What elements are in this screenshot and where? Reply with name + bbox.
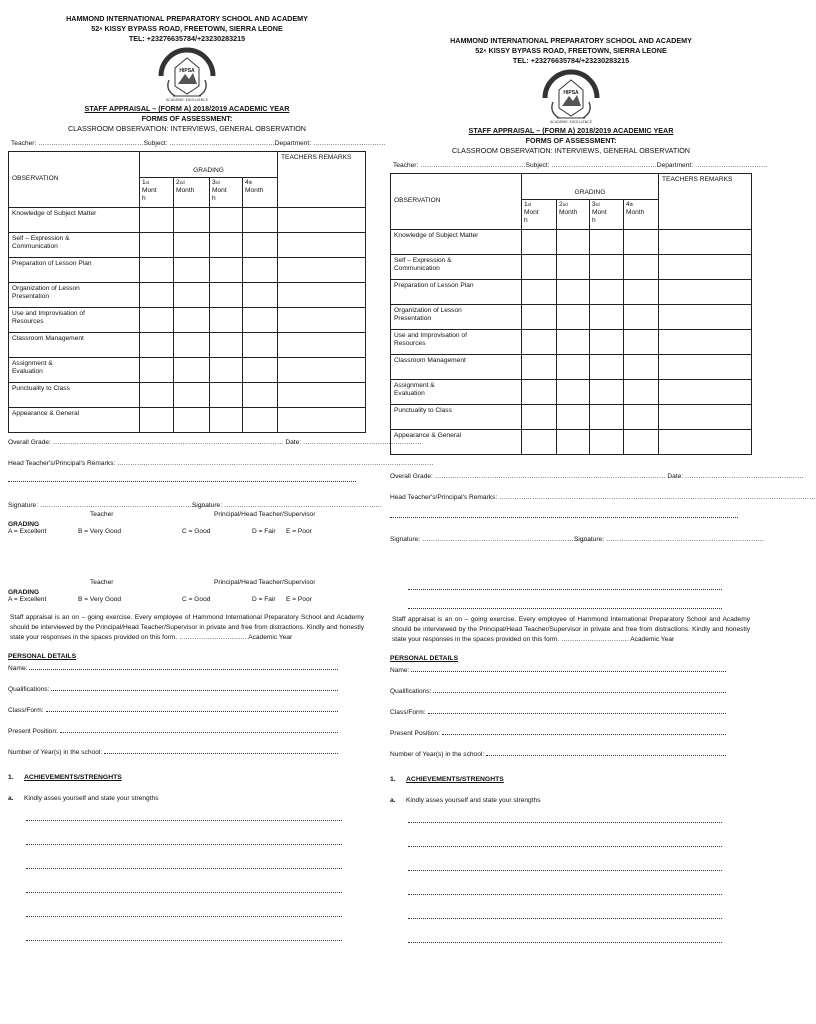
grade-cell-month-1[interactable] xyxy=(140,258,174,283)
grade-cell-month-2[interactable] xyxy=(557,405,590,430)
grade-cell-month-4[interactable] xyxy=(243,333,278,358)
school-tel: TEL: +23276635784/+23230283215 xyxy=(512,56,630,65)
grade-cell-month-4[interactable] xyxy=(624,430,659,455)
observation-header: OBSERVATION xyxy=(391,174,522,230)
dotted-answer-line[interactable] xyxy=(486,755,726,756)
grade-cell-month-1[interactable] xyxy=(140,233,174,258)
grade-cell-month-2[interactable] xyxy=(174,258,210,283)
answer-line[interactable] xyxy=(26,940,342,941)
grade-cell-month-3[interactable] xyxy=(210,408,243,433)
strengths-prompt: a. Kindly asses yourself and state your strengths xyxy=(8,795,159,802)
dotted-answer-line[interactable] xyxy=(104,753,338,754)
svg-text:ACADEMIC EXCELLENCE: ACADEMIC EXCELLENCE xyxy=(165,98,209,102)
answer-line[interactable] xyxy=(26,844,342,845)
teachers-remarks-header: TEACHERS REMARKS xyxy=(659,174,752,230)
personal-detail-field[interactable]: Present Position: xyxy=(8,714,338,735)
grading-legend-repeat: GRADING A = Excellent B = Very Good C = Good D = Fair E = Poor xyxy=(8,589,312,603)
signature-label-teacher: Teacher xyxy=(90,579,114,586)
intro-paragraph: Staff appraisal is an on – going exercise. Every employee of Hammond International Preparatory School and Academy should be interviewed by the Principal/Head Teacher/Supervisor in private and free from distractions. Kindly and honestly state your responses in the spaces provided on this form. …………………………. Academic Year xyxy=(392,616,750,643)
grade-cell-month-1[interactable] xyxy=(140,308,174,333)
grading-legend-heading: GRADING xyxy=(8,521,40,528)
grade-cell-month-3[interactable] xyxy=(590,305,624,330)
svg-text:ACADEMIC EXCELLENCE: ACADEMIC EXCELLENCE xyxy=(549,120,593,124)
grade-cell-month-3[interactable] xyxy=(590,405,624,430)
overall-grade-line[interactable]: Overall Grade: …………………………………………………………………………………………… Date: ……………………………………………… xyxy=(8,439,422,446)
teachers-remarks-cell[interactable] xyxy=(659,355,752,380)
teachers-remarks-cell[interactable] xyxy=(659,430,752,455)
answer-line[interactable] xyxy=(26,892,342,893)
grade-cell-month-2[interactable] xyxy=(174,208,210,233)
svg-text:HIPSA: HIPSA xyxy=(179,68,195,74)
grading-header: GRADING xyxy=(140,152,278,178)
grade-cell-month-1[interactable] xyxy=(522,305,557,330)
month-header-3: 3rd Mont h xyxy=(210,178,243,208)
grade-cell-month-3[interactable] xyxy=(590,355,624,380)
personal-detail-field[interactable]: Name: xyxy=(8,660,338,672)
grade-cell-month-1[interactable] xyxy=(140,358,174,383)
observation-row xyxy=(391,230,752,255)
signature-labels xyxy=(8,511,366,518)
grade-cell-month-3[interactable] xyxy=(590,430,624,455)
grade-cell-month-1[interactable] xyxy=(522,230,557,255)
svg-text:HIPSA: HIPSA xyxy=(563,90,579,96)
answer-line[interactable] xyxy=(408,918,722,919)
school-crest-logo xyxy=(539,68,603,124)
observation-label: Assignment & Evaluation xyxy=(9,358,140,383)
form-title: STAFF APPRAISAL – (FORM A) 2018/2019 ACADEMIC YEAR xyxy=(468,126,674,135)
answer-line[interactable] xyxy=(26,868,342,869)
answer-line[interactable] xyxy=(408,822,722,823)
achievements-heading: 1. ACHIEVEMENTS/STRENGHTS xyxy=(8,774,122,781)
grade-cell-month-2[interactable] xyxy=(557,230,590,255)
teacher-subject-department-line[interactable]: Teacher: …………………………………………Subject: …………………………………………Department: …………………………… xyxy=(11,140,386,147)
teacher-signature[interactable]: Signature: …………………………………………………………………… xyxy=(8,502,212,509)
personal-detail-field[interactable]: Name: xyxy=(390,662,726,674)
grade-cell-month-1[interactable] xyxy=(522,355,557,380)
grade-cell-month-3[interactable] xyxy=(590,230,624,255)
grade-cell-month-2[interactable] xyxy=(174,233,210,258)
teachers-remarks-header: TEACHERS REMARKS xyxy=(278,152,366,208)
signature-labels-repeat xyxy=(8,579,366,586)
teachers-remarks-cell[interactable] xyxy=(659,305,752,330)
teachers-remarks-cell[interactable] xyxy=(659,280,752,305)
school-address: $52^A$ KISSY BYPASS ROAD, FREETOWN, SIERRA LEONE xyxy=(91,24,283,33)
remarks-dotted-line[interactable] xyxy=(8,481,356,482)
teachers-remarks-cell[interactable] xyxy=(278,383,366,408)
observation-label: Organization of Lesson Presentation xyxy=(391,305,522,330)
grade-cell-month-2[interactable] xyxy=(174,308,210,333)
appraisal-page-right xyxy=(390,36,816,943)
form-subtitle-2: CLASSROOM OBSERVATION: INTERVIEWS, GENERAL OBSERVATION xyxy=(451,146,691,155)
dotted-answer-line[interactable] xyxy=(428,713,726,714)
grade-cell-month-4[interactable] xyxy=(624,330,659,355)
blank-dotted-line[interactable] xyxy=(408,608,722,609)
observation-row xyxy=(9,258,366,283)
grade-cell-month-3[interactable] xyxy=(590,330,624,355)
grade-cell-month-3[interactable] xyxy=(210,233,243,258)
observation-row xyxy=(391,305,752,330)
grade-cell-month-1[interactable] xyxy=(522,330,557,355)
grade-cell-month-4[interactable] xyxy=(243,383,278,408)
blank-dotted-line[interactable] xyxy=(408,589,722,590)
appraisal-page-left xyxy=(8,14,434,941)
intro-paragraph: Staff appraisal is an on – going exercise. Every employee of Hammond International Preparatory School and Academy should be interviewed by the Principal/Head Teacher/Supervisor in private and free from distractions. Kindly and honestly state your responses in the spaces provided on this form. …………………………. Academic Year xyxy=(10,614,364,641)
observation-label: Preparation of Lesson Plan xyxy=(9,258,140,283)
month-header-1: 1st Mont h xyxy=(140,178,174,208)
grade-cell-month-3[interactable] xyxy=(210,333,243,358)
observation-row xyxy=(9,333,366,358)
teachers-remarks-cell[interactable] xyxy=(278,333,366,358)
answer-line[interactable] xyxy=(408,870,722,871)
form-subtitle-2: CLASSROOM OBSERVATION: INTERVIEWS, GENERAL OBSERVATION xyxy=(67,124,307,133)
school-header xyxy=(390,36,752,66)
teachers-remarks-cell[interactable] xyxy=(278,258,366,283)
grade-cell-month-4[interactable] xyxy=(624,380,659,405)
achievements-heading: 1. ACHIEVEMENTS/STRENGHTS xyxy=(390,776,504,783)
observation-label: Organization of Lesson Presentation xyxy=(9,283,140,308)
teachers-remarks-cell[interactable] xyxy=(278,233,366,258)
grade-cell-month-2[interactable] xyxy=(174,283,210,308)
observation-label: Classroom Management xyxy=(9,333,140,358)
school-header xyxy=(8,14,366,44)
observation-rows xyxy=(9,208,366,433)
observation-row xyxy=(9,233,366,258)
observation-row xyxy=(9,408,366,433)
observation-row xyxy=(9,308,366,333)
school-name: HAMMOND INTERNATIONAL PREPARATORY SCHOOL AND ACADEMY xyxy=(66,14,308,23)
grade-cell-month-3[interactable] xyxy=(210,358,243,383)
form-titles xyxy=(8,104,366,134)
grade-cell-month-3[interactable] xyxy=(210,258,243,283)
observation-row xyxy=(9,283,366,308)
grade-cell-month-4[interactable] xyxy=(624,355,659,380)
observation-label: Use and Improvisation of Resources xyxy=(9,308,140,333)
grade-cell-month-3[interactable] xyxy=(210,208,243,233)
grade-cell-month-2[interactable] xyxy=(557,330,590,355)
grade-cell-month-2[interactable] xyxy=(557,355,590,380)
grade-cell-month-2[interactable] xyxy=(557,280,590,305)
personal-detail-field[interactable]: Class/Form: xyxy=(8,693,338,714)
observation-label: Appearance & General xyxy=(391,430,522,455)
grading-legend xyxy=(8,521,366,535)
dotted-answer-line[interactable] xyxy=(46,711,338,712)
observation-row xyxy=(391,255,752,280)
grade-cell-month-1[interactable] xyxy=(140,208,174,233)
grading-header: GRADING xyxy=(522,174,659,200)
teachers-remarks-cell[interactable] xyxy=(278,308,366,333)
principal-signature[interactable]: Signature: ……………………………………………………………… xyxy=(192,502,383,509)
grade-cell-month-1[interactable] xyxy=(140,408,174,433)
grade-cell-month-4[interactable] xyxy=(243,408,278,433)
month-header-4: 4th Month xyxy=(243,178,278,208)
grade-cell-month-3[interactable] xyxy=(210,383,243,408)
grade-cell-month-2[interactable] xyxy=(557,255,590,280)
personal-details-heading: PERSONAL DETAILS xyxy=(8,653,77,660)
observation-table xyxy=(390,173,752,455)
school-crest-logo xyxy=(155,46,219,102)
grade-cell-month-4[interactable] xyxy=(243,208,278,233)
signature-row xyxy=(8,502,383,509)
answer-line[interactable] xyxy=(26,820,342,821)
month-header-1: 1st Mont h xyxy=(522,200,557,230)
grade-cell-month-4[interactable] xyxy=(243,308,278,333)
teachers-remarks-cell[interactable] xyxy=(659,380,752,405)
observation-row xyxy=(391,380,752,405)
observation-label: Classroom Management xyxy=(391,355,522,380)
grade-cell-month-4[interactable] xyxy=(624,305,659,330)
grade-cell-month-3[interactable] xyxy=(590,255,624,280)
grade-cell-month-4[interactable] xyxy=(624,230,659,255)
head-remarks-line[interactable]: Head Teacher's/Principal's Remarks: ……………………………………………………………………………………………………………………………… xyxy=(8,460,434,467)
strengths-answer-lines xyxy=(390,822,752,943)
dotted-answer-line[interactable] xyxy=(411,671,726,672)
observation-row xyxy=(9,208,366,233)
grade-cell-month-2[interactable] xyxy=(174,408,210,433)
dotted-answer-line[interactable] xyxy=(433,692,726,693)
teachers-remarks-cell[interactable] xyxy=(659,230,752,255)
teachers-remarks-cell[interactable] xyxy=(278,408,366,433)
grade-cell-month-4[interactable] xyxy=(243,283,278,308)
observation-label: Punctuality to Class xyxy=(9,383,140,408)
signature-label-teacher: Teacher xyxy=(90,511,114,518)
personal-details-heading: PERSONAL DETAILS xyxy=(390,655,459,662)
grade-cell-month-1[interactable] xyxy=(522,430,557,455)
grade-cell-month-3[interactable] xyxy=(590,280,624,305)
form-titles xyxy=(390,126,752,156)
teachers-remarks-cell[interactable] xyxy=(278,358,366,383)
signature-label-principal: Principal/Head Teacher/Supervisor xyxy=(214,579,316,586)
teachers-remarks-cell[interactable] xyxy=(659,255,752,280)
grade-cell-month-3[interactable] xyxy=(210,308,243,333)
personal-detail-field[interactable]: Number of Year(s) in the school: xyxy=(390,737,726,758)
grade-cell-month-2[interactable] xyxy=(557,305,590,330)
teachers-remarks-cell[interactable] xyxy=(278,208,366,233)
observation-row xyxy=(391,330,752,355)
dotted-answer-line[interactable] xyxy=(442,734,726,735)
remarks-dotted-line[interactable] xyxy=(390,517,738,518)
answer-line[interactable] xyxy=(408,942,722,943)
observation-table xyxy=(8,151,366,433)
observation-label: Knowledge of Subject Matter xyxy=(9,208,140,233)
month-header-3: 3rd Mont h xyxy=(590,200,624,230)
grade-cell-month-4[interactable] xyxy=(624,405,659,430)
observation-row xyxy=(391,405,752,430)
signature-row xyxy=(390,536,765,543)
personal-detail-field[interactable]: Qualifications: xyxy=(390,674,726,695)
observation-label: Assignment & Evaluation xyxy=(391,380,522,405)
personal-detail-field[interactable]: Qualifications: xyxy=(8,672,338,693)
month-header-2: 2nd Month xyxy=(557,200,590,230)
observation-label: Self – Expression & Communication xyxy=(391,255,522,280)
head-remarks-line[interactable]: Head Teacher's/Principal's Remarks: ……………………………………………………………………………………………………………………………… xyxy=(390,494,816,501)
observation-row xyxy=(9,358,366,383)
dotted-answer-line[interactable] xyxy=(29,669,338,670)
dotted-answer-line[interactable] xyxy=(51,690,338,691)
observation-row xyxy=(9,383,366,408)
grade-cell-month-1[interactable] xyxy=(140,383,174,408)
form-subtitle: FORMS OF ASSESSMENT: xyxy=(525,136,617,145)
grade-cell-month-4[interactable] xyxy=(624,255,659,280)
observation-label: Preparation of Lesson Plan xyxy=(391,280,522,305)
observation-label: Appearance & General xyxy=(9,408,140,433)
observation-label: Use and Improvisation of Resources xyxy=(391,330,522,355)
month-header-4: 4th Month xyxy=(624,200,659,230)
observation-row xyxy=(391,430,752,455)
strengths-prompt: a. Kindly asses yourself and state your strengths xyxy=(390,797,541,804)
grade-cell-month-2[interactable] xyxy=(174,358,210,383)
personal-details-fields xyxy=(8,660,366,756)
grade-cell-month-1[interactable] xyxy=(522,380,557,405)
form-subtitle: FORMS OF ASSESSMENT: xyxy=(141,114,233,123)
month-header-2: 2nd Month xyxy=(174,178,210,208)
grade-cell-month-1[interactable] xyxy=(140,333,174,358)
personal-details-fields xyxy=(390,662,752,758)
personal-detail-field[interactable]: Present Position: xyxy=(390,716,726,737)
signature-label-principal: Principal/Head Teacher/Supervisor xyxy=(214,511,316,518)
observation-row xyxy=(391,280,752,305)
observation-row xyxy=(391,355,752,380)
grade-cell-month-3[interactable] xyxy=(590,380,624,405)
grade-cell-month-4[interactable] xyxy=(243,233,278,258)
grade-cell-month-1[interactable] xyxy=(522,280,557,305)
grade-cell-month-2[interactable] xyxy=(174,333,210,358)
teachers-remarks-cell[interactable] xyxy=(278,283,366,308)
teachers-remarks-cell[interactable] xyxy=(659,405,752,430)
grade-cell-month-2[interactable] xyxy=(174,383,210,408)
school-name: HAMMOND INTERNATIONAL PREPARATORY SCHOOL AND ACADEMY xyxy=(450,36,692,45)
grade-cell-month-4[interactable] xyxy=(243,358,278,383)
overall-grade-line[interactable]: Overall Grade: …………………………………………………………………………………………… Date: ……………………………………………… xyxy=(390,473,804,480)
school-address: $52^A$ KISSY BYPASS ROAD, FREETOWN, SIERRA LEONE xyxy=(475,46,667,55)
strengths-answer-lines xyxy=(8,820,366,941)
grade-cell-month-2[interactable] xyxy=(557,380,590,405)
personal-detail-field[interactable]: Number of Year(s) in the school: xyxy=(8,735,338,756)
grade-cell-month-1[interactable] xyxy=(522,405,557,430)
dotted-answer-line[interactable] xyxy=(60,732,338,733)
teacher-signature[interactable]: Signature: …………………………………………………………………… xyxy=(390,536,594,543)
principal-signature[interactable]: Signature: ……………………………………………………………… xyxy=(574,536,765,543)
grade-cell-month-4[interactable] xyxy=(243,258,278,283)
grade-cell-month-3[interactable] xyxy=(210,283,243,308)
teacher-subject-department-line[interactable]: Teacher: …………………………………………Subject: …………………………………………Department: …………………………… xyxy=(393,162,768,169)
grade-cell-month-4[interactable] xyxy=(624,280,659,305)
observation-header: OBSERVATION xyxy=(9,152,140,208)
form-title: STAFF APPRAISAL – (FORM A) 2018/2019 ACADEMIC YEAR xyxy=(84,104,290,113)
observation-label: Punctuality to Class xyxy=(391,405,522,430)
answer-line[interactable] xyxy=(408,894,722,895)
observation-label: Self – Expression & Communication xyxy=(9,233,140,258)
grade-cell-month-2[interactable] xyxy=(557,430,590,455)
grading-legend-items: A = Excellent B = Very Good C = Good D = Fair E = Poor xyxy=(8,528,312,535)
school-tel: TEL: +23276635784/+23230283215 xyxy=(128,34,246,43)
answer-line[interactable] xyxy=(26,916,342,917)
observation-rows xyxy=(391,230,752,455)
answer-line[interactable] xyxy=(408,846,722,847)
grade-cell-month-1[interactable] xyxy=(140,283,174,308)
grade-cell-month-1[interactable] xyxy=(522,255,557,280)
observation-label: Knowledge of Subject Matter xyxy=(391,230,522,255)
personal-detail-field[interactable]: Class/Form: xyxy=(390,695,726,716)
teachers-remarks-cell[interactable] xyxy=(659,330,752,355)
